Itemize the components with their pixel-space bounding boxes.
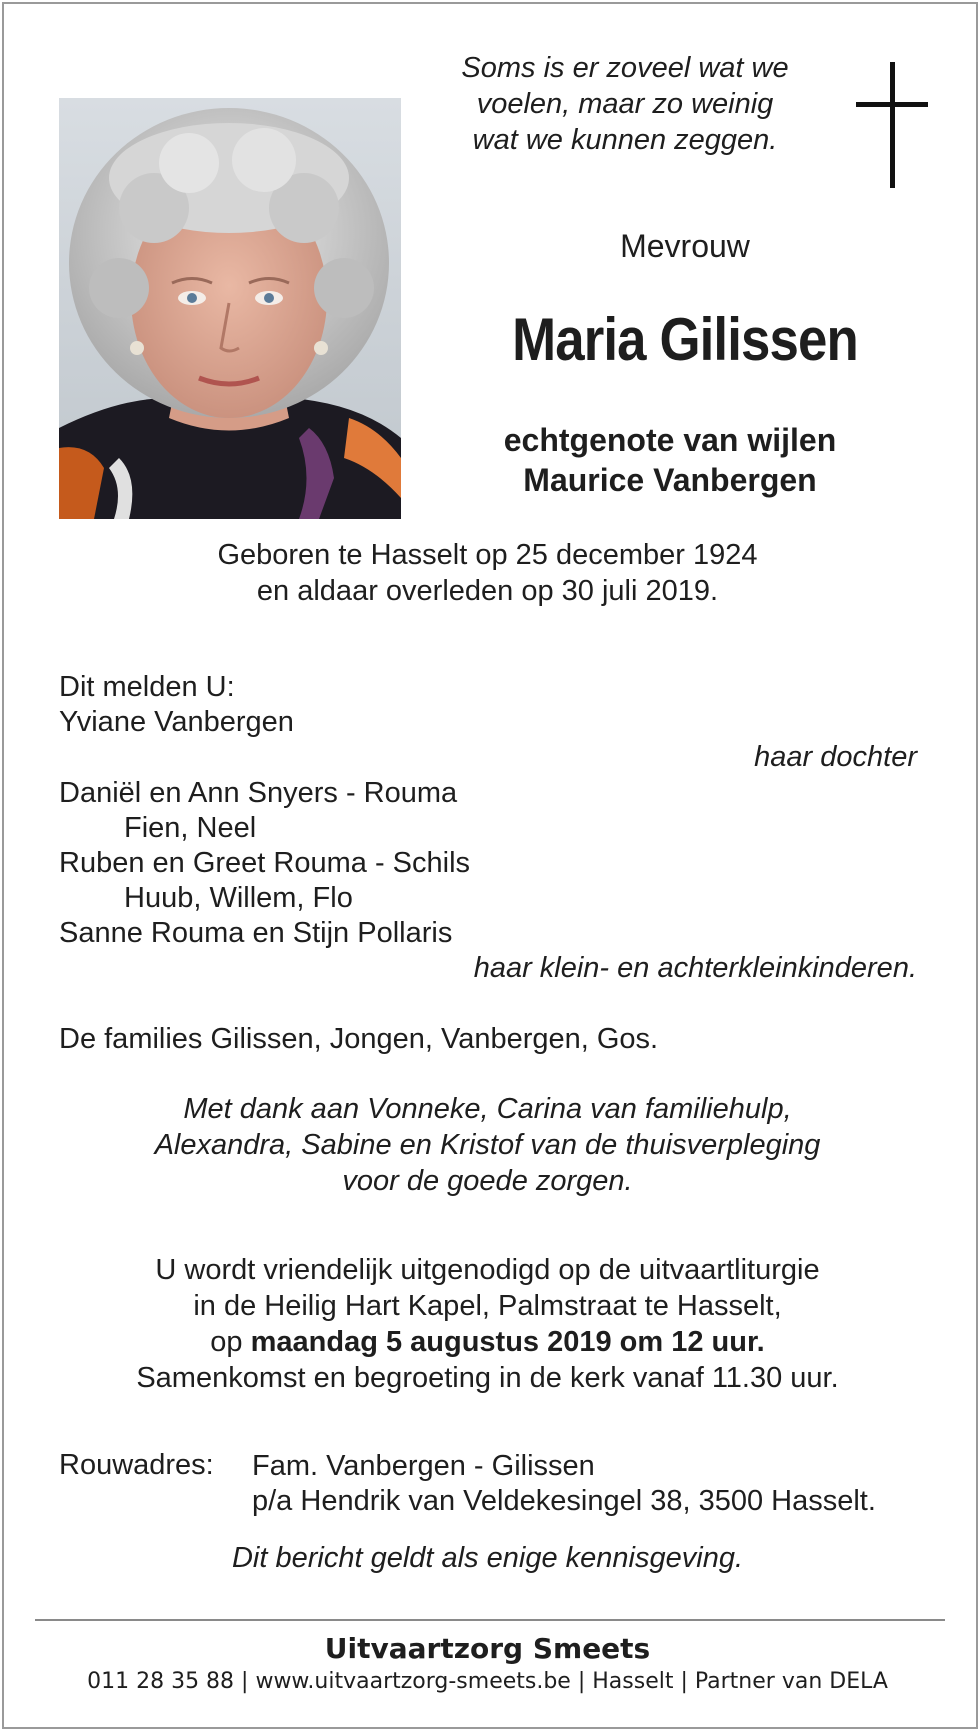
address-line: p/a Hendrik van Veldekesingel 38, 3500 Hasselt. <box>252 1485 876 1517</box>
address-label: Rouwadres: <box>59 1449 214 1481</box>
birth-death-dates <box>60 537 915 609</box>
opening-quote <box>400 50 850 158</box>
funeral-invitation <box>60 1252 915 1396</box>
grandchildren-line: Daniël en Ann Snyers - Rouma <box>59 777 458 809</box>
deceased-name: Maria Gilissen <box>512 306 858 373</box>
portrait-photo <box>59 98 401 519</box>
grandchildren-line: Huub, Willem, Flo <box>124 882 353 914</box>
families-line: De families Gilissen, Jongen, Vanbergen, Gos. <box>59 1023 659 1055</box>
daughter-name: Yviane Vanbergen <box>59 706 294 738</box>
spouse-line: echtgenote van wijlen <box>503 422 837 458</box>
invitation-prefix: op <box>210 1326 243 1358</box>
footer-divider <box>35 1619 945 1621</box>
birth-line: Geboren te Hasselt op 25 december 1924 <box>217 539 758 571</box>
honorific-title: Mevrouw <box>620 228 750 264</box>
funeral-date-time: maandag 5 augustus 2019 om 12 uur. <box>250 1326 765 1358</box>
thanks-line: Alexandra, Sabine en Kristof van de thuisverpleging <box>154 1129 821 1161</box>
quote-line: Soms is er zoveel wat we <box>461 52 789 84</box>
latin-cross-icon <box>856 62 928 188</box>
invitation-line: in de Heilig Hart Kapel, Palmstraat te Hasselt, <box>193 1290 782 1322</box>
thanks-line: Met dank aan Vonneke, Carina van familiehulp, <box>183 1093 792 1125</box>
grandchildren-line: Sanne Rouma en Stijn Pollaris <box>59 917 453 949</box>
invitation-line: U wordt vriendelijk uitgenodigd op de uitvaartliturgie <box>155 1254 820 1286</box>
invitation-line <box>60 1324 915 1360</box>
funeral-company-contact: 011 28 35 88 | www.uitvaartzorg-smeets.be | Hasselt | Partner van DELA <box>87 1669 888 1694</box>
mourning-address <box>252 1449 876 1519</box>
funeral-company-name: Uitvaartzorg Smeets <box>324 1632 651 1665</box>
closing-notice: Dit bericht geldt als enige kennisgeving. <box>231 1542 744 1574</box>
death-line: en aldaar overleden op 30 juli 2019. <box>256 575 719 607</box>
announcers-intro: Dit melden U: <box>59 671 235 703</box>
grandchildren-line: Fien, Neel <box>124 812 257 844</box>
grandchildren-line: Ruben en Greet Rouma - Schils <box>59 847 471 879</box>
quote-line: voelen, maar zo weinig <box>476 88 774 120</box>
daughter-role: haar dochter <box>754 741 917 773</box>
spouse-line: Maurice Vanbergen <box>523 462 817 498</box>
thanks-line: voor de goede zorgen. <box>342 1165 633 1197</box>
spouse-info <box>430 420 910 500</box>
quote-line: wat we kunnen zeggen. <box>472 124 778 156</box>
invitation-line: Samenkomst en begroeting in de kerk vanaf 11.30 uur. <box>136 1362 839 1394</box>
thanks-message <box>60 1091 915 1199</box>
address-line: Fam. Vanbergen - Gilissen <box>252 1450 595 1482</box>
grandchildren-role: haar klein- en achterkleinkinderen. <box>473 952 917 984</box>
